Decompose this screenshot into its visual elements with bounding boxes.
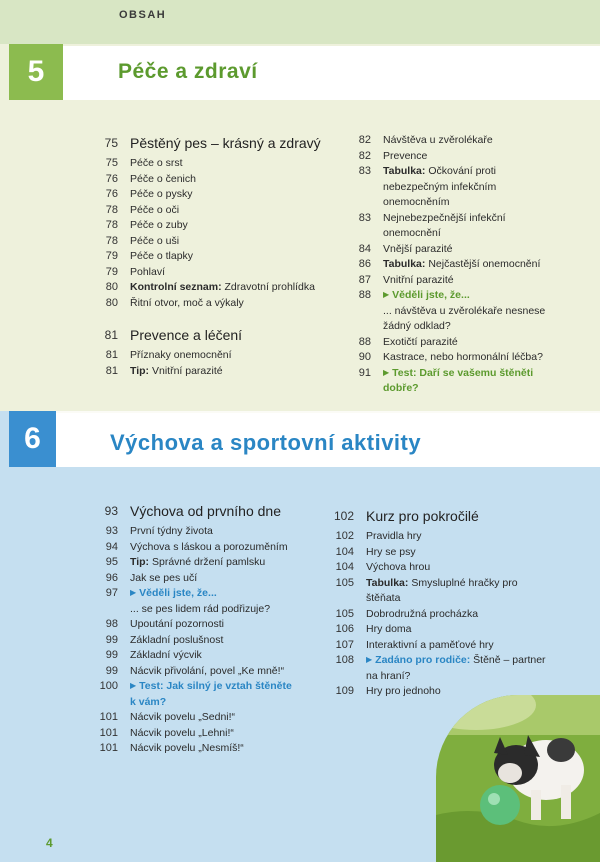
toc-entry-text <box>383 257 540 273</box>
toc-entry-text <box>130 364 223 380</box>
toc-page-number: 91 <box>358 366 371 379</box>
toc-entry-text <box>130 187 192 203</box>
toc-entry-text <box>130 571 197 587</box>
toc-entry-text <box>366 653 551 684</box>
toc-entry-text <box>130 133 321 153</box>
toc-entry-title: Nácvik povelu „Lehni!“ <box>130 726 234 739</box>
toc-entry <box>84 555 324 571</box>
toc-entry <box>84 364 354 380</box>
toc-entry-title: Hry pro jednoho <box>366 685 441 697</box>
toc-entry <box>84 218 354 234</box>
toc-entry <box>84 348 354 364</box>
toc-entry-title: Kastrace, nebo hormonální léčba? <box>383 351 543 363</box>
toc-entry-title: Péče o uši <box>130 234 180 247</box>
toc-entry-title: Péče o pysky <box>130 188 193 200</box>
toc-entry-title: Dobrodružná procházka <box>366 607 479 620</box>
toc-page-number: 82 <box>358 134 371 146</box>
toc-entry-text <box>383 335 458 351</box>
toc-page-number: 105 <box>335 576 354 589</box>
toc-entry <box>337 335 567 351</box>
toc-page-number: 96 <box>105 571 118 584</box>
toc-entry-text <box>366 576 551 607</box>
toc-page-number: 78 <box>105 234 118 247</box>
toc-page-number: 104 <box>335 545 354 558</box>
toc-entry-title: Kurz pro pokročilé <box>366 508 479 524</box>
toc-entry-text <box>366 684 441 700</box>
toc-entry-text <box>130 633 223 649</box>
toc-entry-title: Výchova od prvního dne <box>130 503 281 519</box>
toc-entry <box>337 164 567 211</box>
chapter-6-title: Výchova a sportovní aktivity <box>110 430 422 455</box>
toc-entry-text <box>130 249 193 265</box>
toc-entry-title: Nácvik povelu „Sedni!“ <box>130 711 236 723</box>
toc-entry-title: První týdny života <box>130 525 213 537</box>
toc-page-number: 82 <box>358 149 371 162</box>
toc-entry-text <box>383 211 563 242</box>
toc-page-number: 84 <box>358 242 371 255</box>
chapter-5-bar <box>9 46 600 100</box>
toc-entry-title: Výchova s láskou a porozuměním <box>130 540 288 553</box>
toc-entry <box>337 273 567 289</box>
toc-entry <box>84 710 324 726</box>
toc-page-number: 99 <box>105 633 118 646</box>
toc-entry <box>84 617 324 633</box>
toc-entry <box>322 529 572 545</box>
toc-page-number: 75 <box>104 136 118 150</box>
toc-page-number: 83 <box>358 165 371 177</box>
toc-entry <box>337 211 567 242</box>
toc-entry-title: Péče o zuby <box>130 219 188 231</box>
arrow-right-icon: ▶ <box>383 290 390 299</box>
toc-entry-text <box>366 545 416 561</box>
arrow-right-icon: ▶ <box>383 367 390 377</box>
arrow-right-icon: ▶ <box>130 588 137 597</box>
chapter-6-toc-left <box>84 501 324 757</box>
toc-entry-text <box>383 366 563 397</box>
toc-heading <box>322 506 572 526</box>
toc-entry <box>322 545 572 561</box>
toc-entry <box>84 280 354 296</box>
toc-page-number: 100 <box>99 680 118 692</box>
toc-entry-title: Vnitřní parazité <box>383 273 454 286</box>
toc-entry-title: Péče o srst <box>130 157 183 169</box>
toc-entry-title: Péče o oči <box>130 203 180 216</box>
toc-page-number: 81 <box>104 328 118 342</box>
toc-entry-text <box>130 203 179 219</box>
toc-entry-text <box>366 506 479 526</box>
toc-entry-text <box>130 280 315 296</box>
toc-page-number: 76 <box>105 172 118 185</box>
toc-entry <box>84 234 354 250</box>
toc-entry <box>84 648 324 664</box>
toc-entry-text <box>383 350 543 366</box>
toc-entry-text <box>130 710 235 726</box>
toc-page-number: 109 <box>335 685 354 697</box>
toc-page-number: 97 <box>105 587 118 599</box>
toc-page-number: 87 <box>358 273 371 286</box>
toc-entry <box>84 172 354 188</box>
toc-entry <box>337 242 567 258</box>
toc-page-number: 107 <box>335 638 354 651</box>
header-label: OBSAH <box>119 9 167 21</box>
toc-entry <box>84 602 324 618</box>
toc-entry-title: Základní výcvik <box>130 649 202 661</box>
toc-entry-label: Tabulka: <box>383 258 426 270</box>
page-header <box>0 0 600 44</box>
toc-page-number: 81 <box>105 349 118 361</box>
toc-entry-title: Jak se pes učí <box>130 571 198 584</box>
toc-entry-text <box>383 133 493 149</box>
toc-entry <box>84 633 324 649</box>
toc-entry <box>84 187 354 203</box>
toc-entry-title: Hry doma <box>366 623 412 635</box>
toc-entry-title: Očkování proti nebezpečným infekčním onemocněním <box>383 165 497 208</box>
toc-entry-title: Základní poslušnost <box>130 633 224 646</box>
toc-page-number: 101 <box>99 742 118 754</box>
toc-page-number: 102 <box>335 530 354 542</box>
toc-entry <box>84 524 324 540</box>
toc-entry-text <box>130 741 244 757</box>
toc-entry-title: Řitní otvor, moč a výkaly <box>130 296 244 309</box>
chapter-6-number: 6 <box>9 411 56 467</box>
toc-entry <box>84 571 324 587</box>
toc-entry-title: Štěně – partner na hraní? <box>366 654 546 682</box>
toc-page-number: 93 <box>104 504 118 518</box>
toc-page-number: 78 <box>105 203 118 216</box>
toc-page-number: 95 <box>105 556 118 568</box>
toc-entry-title: Nácvik povelu „Nesmíš!“ <box>130 742 244 754</box>
toc-entry-title: Správné držení pamlsku <box>149 556 266 568</box>
toc-entry-title: Nejnebezpečnější infekční onemocnění <box>383 211 506 239</box>
toc-page-number: 81 <box>105 364 118 377</box>
toc-entry <box>84 296 354 312</box>
puppy-photo <box>436 695 600 862</box>
toc-entry-title: Věděli jste, že... <box>139 587 217 599</box>
toc-entry-text <box>130 617 224 633</box>
toc-page-number: 104 <box>335 561 354 573</box>
toc-page-number: 101 <box>99 711 118 723</box>
toc-entry-text <box>366 529 421 545</box>
toc-entry-title: Návštěva u zvěrolékaře <box>383 134 493 146</box>
toc-page-number: 101 <box>99 726 118 739</box>
toc-page-number: 80 <box>105 281 118 293</box>
toc-page-number: 78 <box>105 219 118 231</box>
toc-entry-title: ... se pes lidem rád podřizuje? <box>130 602 271 615</box>
toc-entry-text <box>130 540 288 556</box>
toc-entry-title: Prevence a léčení <box>130 327 243 343</box>
toc-entry-title: Zdravotní prohlídka <box>221 281 315 293</box>
toc-entry-label: Tip: <box>130 364 150 377</box>
toc-entry-title: Péče o čenich <box>130 172 196 185</box>
toc-page-number: 98 <box>105 618 118 630</box>
toc-entry-text <box>130 265 165 281</box>
arrow-right-icon: ▶ <box>130 681 137 690</box>
toc-entry-text <box>366 607 478 623</box>
toc-entry <box>322 622 572 638</box>
toc-page-number: 83 <box>358 211 371 224</box>
toc-entry-title: Vnitřní parazité <box>149 364 223 377</box>
toc-entry-text <box>130 726 234 742</box>
toc-entry-title: Prevence <box>383 149 428 162</box>
toc-entry <box>322 560 572 576</box>
toc-entry-title: ... návštěva u zvěrolékaře nesnese žádný odklad? <box>383 304 546 332</box>
toc-entry <box>84 726 324 742</box>
toc-entry-label: Kontrolní seznam: <box>130 281 222 293</box>
toc-entry <box>84 679 324 710</box>
toc-entry-text <box>130 524 213 540</box>
toc-entry <box>84 741 324 757</box>
toc-page-number: 102 <box>333 509 354 523</box>
toc-entry-text <box>130 664 284 680</box>
toc-heading <box>84 325 354 345</box>
toc-entry-text <box>130 602 270 618</box>
toc-entry-text <box>366 560 430 576</box>
toc-page-number: 88 <box>358 289 371 301</box>
toc-entry <box>84 156 354 172</box>
toc-entry-title: Nácvik přivolání, povel „Ke mně!“ <box>130 664 285 677</box>
toc-entry-text <box>130 348 232 364</box>
toc-entry-label: Zadáno pro rodiče: <box>375 654 471 666</box>
toc-page-number: 99 <box>105 649 118 661</box>
toc-entry-text <box>130 218 188 234</box>
toc-page-number: 75 <box>105 157 118 169</box>
toc-page-number: 90 <box>358 351 371 363</box>
toc-heading <box>84 133 354 153</box>
toc-entry-text <box>130 234 179 250</box>
toc-entry-text <box>130 172 196 188</box>
toc-entry-text <box>130 325 242 345</box>
toc-entry-text <box>383 149 427 165</box>
chapter-5-title: Péče a zdraví <box>118 60 258 83</box>
toc-entry-title: Výchova hrou <box>366 561 431 573</box>
toc-entry-text <box>130 296 244 312</box>
toc-entry-text <box>130 555 265 571</box>
chapter-6-toc-right <box>322 506 572 700</box>
toc-entry-title: Vnější parazité <box>383 242 453 255</box>
toc-entry-label: Tabulka: <box>383 165 426 177</box>
toc-entry-text <box>366 638 494 654</box>
toc-entry <box>322 576 572 607</box>
toc-page-number: 94 <box>105 540 118 553</box>
toc-entry <box>322 607 572 623</box>
toc-entry-title: Test: Daří se vašemu štěněti dobře? <box>383 366 534 394</box>
toc-entry <box>337 366 567 397</box>
toc-page-number: 88 <box>358 335 371 348</box>
toc-page-number: 79 <box>105 250 118 262</box>
toc-page-number: 86 <box>358 258 371 270</box>
edge-strip-blue <box>0 411 9 862</box>
toc-entry-title: Hry se psy <box>366 545 416 558</box>
toc-heading <box>84 501 324 521</box>
toc-entry <box>322 653 572 684</box>
toc-entry-title: Nejčastější onemocnění <box>425 258 541 270</box>
toc-entry-text <box>130 501 281 521</box>
toc-entry-label: Tip: <box>130 556 150 568</box>
toc-entry <box>84 203 354 219</box>
toc-entry <box>84 664 324 680</box>
toc-entry <box>84 265 354 281</box>
toc-entry <box>84 586 324 602</box>
toc-entry-title: Příznaky onemocnění <box>130 349 232 361</box>
toc-entry-text <box>383 164 563 211</box>
toc-entry-text <box>383 288 470 304</box>
toc-page-number: 80 <box>105 296 118 309</box>
toc-entry-label: Tabulka: <box>366 576 409 589</box>
toc-entry-text <box>130 586 217 602</box>
toc-page-number: 93 <box>105 525 118 537</box>
chapter-5-number: 5 <box>9 44 63 100</box>
toc-entry <box>337 288 567 304</box>
toc-entry-text <box>366 622 412 638</box>
toc-entry-title: Exotičtí parazité <box>383 335 458 348</box>
toc-entry-text <box>383 242 452 258</box>
toc-entry <box>84 540 324 556</box>
toc-entry <box>337 350 567 366</box>
toc-page-number: 106 <box>335 623 354 635</box>
toc-entry-title: Pěstěný pes – krásný a zdravý <box>130 135 321 151</box>
toc-entry <box>337 257 567 273</box>
toc-entry-text <box>130 156 183 172</box>
toc-entry <box>337 304 567 335</box>
toc-page-number: 79 <box>105 265 118 278</box>
toc-entry-title: Věděli jste, že... <box>392 289 470 301</box>
toc-page-number: 108 <box>335 654 354 666</box>
toc-entry <box>322 638 572 654</box>
toc-entry <box>337 149 567 165</box>
arrow-right-icon: ▶ <box>366 655 373 664</box>
page-number: 4 <box>46 836 53 850</box>
toc-entry-text <box>130 679 300 710</box>
chapter-5-toc-right <box>337 133 567 397</box>
toc-entry <box>337 133 567 149</box>
toc-entry-title: Smysluplné hračky pro štěňata <box>366 576 518 604</box>
toc-entry-text <box>383 273 454 289</box>
toc-entry-title: Pravidla hry <box>366 530 422 542</box>
toc-entry-title: Péče o tlapky <box>130 250 194 262</box>
toc-entry-title: Interaktivní a paměťové hry <box>366 638 494 651</box>
toc-page-number: 105 <box>335 607 354 620</box>
toc-entry-title: Pohlaví <box>130 265 166 278</box>
toc-entry-title: Upoutání pozornosti <box>130 618 224 630</box>
toc-page-number: 99 <box>105 664 118 677</box>
toc-entry-text <box>130 648 202 664</box>
toc-entry-text <box>383 304 563 335</box>
toc-page-number: 76 <box>105 188 118 200</box>
toc-entry-title: Test: Jak silný je vztah štěněte k vám? <box>130 680 292 708</box>
chapter-5-toc-left <box>84 133 354 379</box>
toc-entry <box>84 249 354 265</box>
